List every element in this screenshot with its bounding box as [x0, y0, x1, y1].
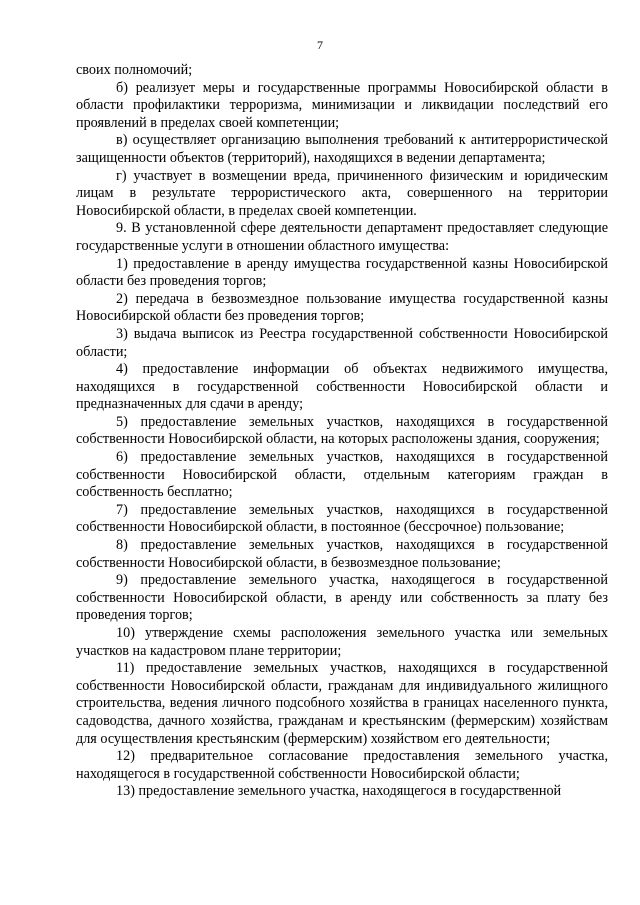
- paragraph-item-v: в) осуществляет организацию выполнения требований к антитеррористической защищенности объектов (территорий), находящихся в ведении департамента;: [76, 132, 608, 166]
- list-item-2: 2) передача в безвозмездное пользование имущества государственной казны Новосибирской области без проведения торгов;: [76, 290, 608, 325]
- list-item-7: 7) предоставление земельных участков, находящихся в государственной собственности Новосибирской области, в постоянное (бессрочное) пользование;: [76, 501, 608, 536]
- list-item-1: 1) предоставление в аренду имущества государственной казны Новосибирской области без проведения торгов;: [76, 255, 608, 290]
- list-item-9: 9) предоставление земельного участка, находящегося в государственной собственности Новосибирской области, в аренду или собственность за плату без проведения торгов;: [76, 572, 608, 624]
- document-body: [76, 62, 608, 801]
- list-item-11: 11) предоставление земельных участков, находящихся в государственной собственности Новосибирской области, гражданам для индивидуального жилищного строительства, ведения личного подсобного хозяйства в границах населенного пункта, садоводства, дачного хозяйства, гражданам и крестьянским (фермерским) хозяйствам для осуществления крестьянским (фермерским) хозяйством его деятельности;: [76, 660, 608, 747]
- paragraph-item-g: г) участвует в возмещении вреда, причиненного физическим и юридическим лицам в результате террористического акта, совершенного на территории Новосибирской области, в пределах своей компетенции.: [76, 167, 608, 219]
- list-item-10: 10) утверждение схемы расположения земельного участка или земельных участков на кадастровом плане территории;: [76, 625, 608, 659]
- list-item-3: 3) выдача выписок из Реестра государственной собственности Новосибирской области;: [76, 325, 608, 360]
- paragraph-section-9: 9. В установленной сфере деятельности департамент предоставляет следующие государственные услуги в отношении областного имущества:: [76, 220, 608, 254]
- list-item-8: 8) предоставление земельных участков, находящихся в государственной собственности Новосибирской области, в безвозмездное пользование;: [76, 537, 608, 571]
- list-item-6: 6) предоставление земельных участков, находящихся в государственной собственности Новосибирской области, отдельным категориям граждан в собственность бесплатно;: [76, 449, 608, 501]
- list-item-4: 4) предоставление информации об объектах недвижимого имущества, находящихся в государственной собственности Новосибирской области и предназначенных для сдачи в аренду;: [76, 361, 608, 413]
- paragraph-continuation: своих полномочий;: [76, 62, 193, 78]
- list-item-13: 13) предоставление земельного участка, находящегося в государственной: [116, 783, 562, 800]
- list-item-5: 5) предоставление земельных участков, находящихся в государственной собственности Новосибирской области, на которых расположены здания, сооружения;: [76, 413, 608, 448]
- list-item-12: 12) предварительное согласование предоставления земельного участка, находящегося в государственной собственности Новосибирской области;: [76, 748, 608, 782]
- page-number: 7: [317, 38, 323, 52]
- paragraph-item-b: б) реализует меры и государственные программы Новосибирской области в области профилактики терроризма, минимизации и ликвидации последствий его проявлений в пределах своей компетенции;: [76, 79, 608, 131]
